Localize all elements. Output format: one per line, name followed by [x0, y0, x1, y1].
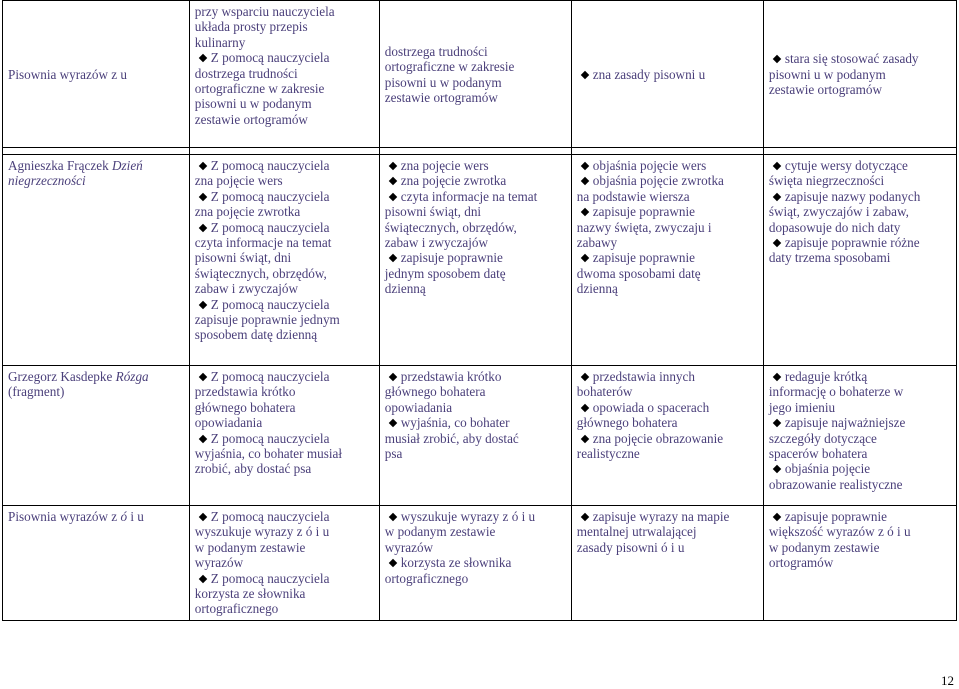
work-title: Dzień: [112, 158, 143, 173]
requirements-cell: [379, 366, 571, 506]
topic-label: Pisownia wyrazów z: [8, 509, 121, 524]
requirements-cell: [571, 155, 763, 366]
topic-cell: [3, 366, 190, 506]
text-line: musiał zrobić, aby dostać: [384, 430, 519, 446]
text-line: święta niegrzeczności: [768, 173, 885, 189]
text-line: sposobem datę dzienną: [194, 327, 318, 343]
list-item: korzysta ze słownika: [385, 555, 567, 570]
requirements-cell: [571, 366, 763, 506]
list-item: zapisuje najważniejsze: [769, 415, 952, 430]
text-line: obrazowanie realistyczne: [768, 476, 903, 492]
text-line: dopasowuje do nich daty: [768, 219, 901, 235]
work-title: niegrzeczności: [8, 173, 86, 189]
topic-label: Pisownia wyrazów z u: [8, 66, 128, 82]
text-line: pisowni świąt, dni: [384, 204, 482, 220]
requirements-cell: [379, 1, 571, 148]
requirements-cell: [379, 155, 571, 366]
requirements-cell: [379, 506, 571, 621]
text-line: dostrzega trudności: [194, 65, 298, 81]
text-line: świąt, zwyczajów i zabaw,: [768, 204, 909, 220]
text-line: wyrazów: [384, 539, 434, 555]
text-line: zabaw i zwyczajów: [194, 281, 299, 297]
text-line: ortograficznego: [384, 570, 469, 586]
list-item: Z pomocą nauczyciela: [195, 158, 375, 173]
list-item: objaśnia pojęcie: [769, 461, 952, 476]
list-item: Z pomocą nauczyciela: [195, 189, 375, 204]
list-item: stara się stosować zasady: [769, 51, 952, 66]
work-note: (fragment): [8, 384, 65, 400]
topic-cell: [3, 506, 190, 621]
text-line: przy wsparciu nauczyciela: [194, 4, 335, 19]
text-line: ortograficznego: [194, 601, 279, 617]
requirements-cell: [571, 1, 763, 148]
text-line: pisowni świąt, dni: [194, 250, 292, 266]
text-line: w podanym zestawie: [384, 524, 496, 540]
text-line: na podstawie wiersza: [576, 188, 690, 204]
text-line: wyjaśnia, co bohater musiał: [194, 446, 343, 462]
separator-cell: [571, 148, 763, 155]
list-item: zapisuje poprawnie: [385, 250, 567, 265]
text-line: zestawie ortogramów: [384, 89, 498, 105]
list-item: czyta informacje na temat: [385, 189, 567, 204]
requirements-cell: [763, 155, 956, 366]
text-line: zrobić, aby dostać psa: [194, 461, 312, 477]
text-line: zestawie ortogramów: [194, 111, 308, 127]
text-line: wyrazów: [194, 555, 244, 571]
text-line: świątecznych, obrzędów,: [384, 219, 517, 235]
list-item: objaśnia pojęcie zwrotka: [577, 173, 759, 188]
text-line: pisowni u w podanym: [768, 66, 886, 82]
text-line: czyta informacje na temat: [194, 235, 332, 251]
topic-cell: [3, 155, 190, 366]
requirements-cell: [189, 366, 379, 506]
text-line: daty trzema sposobami: [768, 250, 891, 266]
topic-label: i u: [127, 509, 144, 524]
list-item: Z pomocą nauczyciela: [195, 220, 375, 235]
text-line: psa: [384, 446, 403, 462]
text-line: zestawie ortogramów: [768, 82, 882, 98]
list-item: redaguje krótką: [769, 369, 952, 384]
text-line: bohaterów: [576, 384, 633, 400]
separator-cell: [189, 148, 379, 155]
text-line: dzienną: [384, 281, 426, 297]
list-item: zapisuje poprawnie: [577, 250, 759, 265]
list-item: zapisuje poprawnie: [769, 509, 952, 524]
text-line: korzysta ze słownika: [194, 586, 306, 602]
text-line: głównego bohatera: [194, 399, 296, 415]
list-item: Z pomocą nauczyciela: [195, 297, 375, 312]
text-line: informację o bohaterze w: [768, 384, 904, 400]
requirements-cell: [763, 366, 956, 506]
table-row: [3, 155, 957, 366]
topic-cell: [3, 1, 190, 148]
requirements-cell: [189, 506, 379, 621]
text-line: zna pojęcie wers: [194, 173, 283, 189]
separator-cell: [379, 148, 571, 155]
text-line: większość wyrazów z ó i u: [768, 524, 911, 540]
list-item: wyszukuje wyrazy z ó i u: [385, 509, 567, 524]
text-line: opowiadania: [194, 415, 263, 431]
list-item: zna pojęcie obrazowanie: [577, 431, 759, 446]
separator-cell: [763, 148, 956, 155]
list-item: wyjaśnia, co bohater: [385, 415, 567, 430]
list-item: objaśnia pojęcie wers: [577, 158, 759, 173]
list-item: Z pomocą nauczyciela: [195, 571, 375, 586]
text-line: wyszukuje wyrazy z ó i u: [194, 524, 330, 540]
list-item: zna pojęcie zwrotka: [385, 173, 567, 188]
requirements-cell: [763, 1, 956, 148]
list-item: Z pomocą nauczyciela: [195, 431, 375, 446]
text-line: dostrzega trudności: [384, 43, 488, 59]
text-line: ortograficzne w zakresie: [194, 81, 325, 97]
table-row: [3, 1, 957, 148]
list-item: Z pomocą nauczyciela: [195, 509, 375, 524]
list-item: przedstawia krótko: [385, 369, 567, 384]
requirements-cell: [189, 155, 379, 366]
text-line: zabaw i zwyczajów: [384, 235, 488, 251]
text-line: jednym sposobem datę: [384, 265, 506, 281]
topic-letter: ó: [120, 509, 128, 524]
list-item: zapisuje wyrazy na mapie: [577, 509, 759, 524]
text-line: w podanym zestawie: [768, 539, 880, 555]
text-line: kulinarny: [194, 34, 246, 50]
text-line: w podanym zestawie: [194, 539, 306, 555]
curriculum-table: [2, 0, 957, 621]
text-line: układa prosty przepis: [194, 19, 308, 35]
text-line: opowiadania: [384, 399, 453, 415]
list-item: zapisuje poprawnie różne: [769, 235, 952, 250]
list-item: przedstawia innych: [577, 369, 759, 384]
text-line: zasady pisowni ó i u: [576, 539, 685, 555]
list-item: zapisuje nazwy podanych: [769, 189, 952, 204]
list-item: zna pojęcie wers: [385, 158, 567, 173]
requirements-cell: [189, 1, 379, 148]
table-row: [3, 506, 957, 621]
text-line: mentalnej utrwalającej: [576, 524, 697, 540]
text-line: nazwy święta, zwyczaju i: [576, 219, 712, 235]
text-line: pisowni u w podanym: [384, 74, 502, 90]
list-item: opowiada o spacerach: [577, 400, 759, 415]
requirements-cell: [763, 506, 956, 621]
text-line: świątecznych, obrzędów,: [194, 265, 327, 281]
separator-cell: [3, 148, 190, 155]
text-line: ortograficzne w zakresie: [384, 59, 515, 75]
text-line: realistyczne: [576, 446, 640, 462]
list-item: Z pomocą nauczyciela: [195, 50, 375, 65]
author: Grzegorz Kasdepke: [8, 369, 116, 384]
text-line: jego imieniu: [768, 399, 836, 415]
text-line: głównego bohatera: [576, 415, 678, 431]
text-line: zapisuje poprawnie jednym: [194, 312, 340, 328]
page-number: 12: [941, 673, 954, 688]
text-line: dzienną: [576, 281, 618, 297]
list-item: zapisuje poprawnie: [577, 204, 759, 219]
text-line: szczegóły dotyczące: [768, 430, 877, 446]
text-line: przedstawia krótko: [194, 384, 296, 400]
text-line: dwoma sposobami datę: [576, 265, 701, 281]
list-item: zna zasady pisowni u: [577, 67, 759, 82]
list-item: Z pomocą nauczyciela: [195, 369, 375, 384]
text-line: zna pojęcie zwrotka: [194, 204, 301, 220]
text-line: głównego bohatera: [384, 384, 486, 400]
list-item: cytuje wersy dotyczące: [769, 158, 952, 173]
text-line: pisowni u w podanym: [194, 96, 312, 112]
work-title: Rózga: [115, 369, 149, 384]
row-separator: [3, 148, 957, 155]
text-line: spacerów bohatera: [768, 446, 868, 462]
text-line: ortogramów: [768, 555, 834, 571]
table-row: [3, 366, 957, 506]
requirements-cell: [571, 506, 763, 621]
text-line: zabawy: [576, 235, 618, 251]
author: Agnieszka Frączek: [8, 158, 112, 173]
